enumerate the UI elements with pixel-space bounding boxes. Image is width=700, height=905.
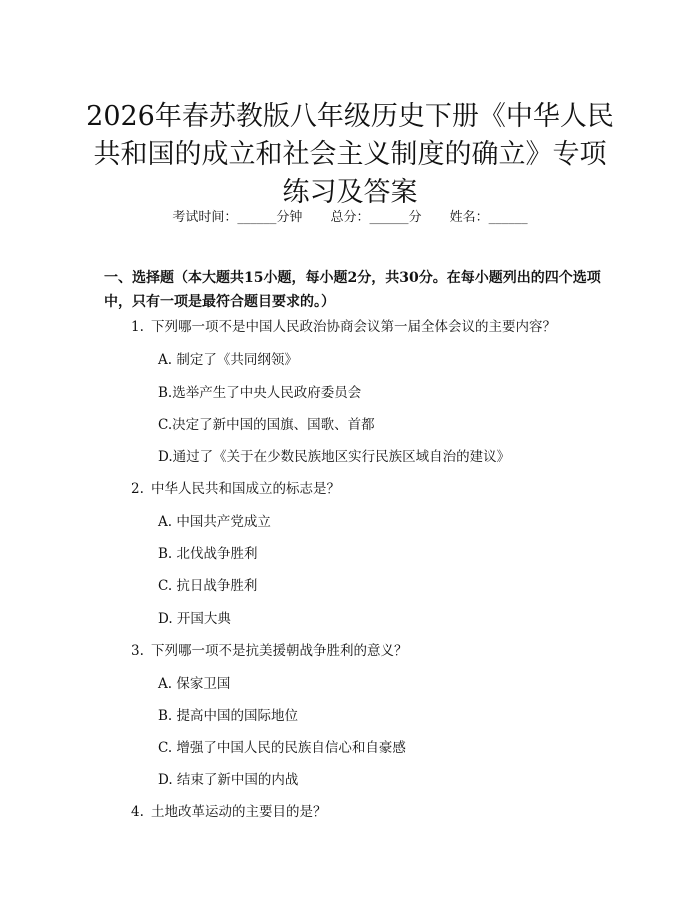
- question-4: [131, 803, 327, 821]
- question-text: 下列哪一项不是抗美援朝战争胜利的意义？: [151, 643, 408, 659]
- title-line-2: 共和国的成立和社会主义制度的确立》专项: [93, 139, 607, 171]
- question-2-option-c: C. 抗日战争胜利: [158, 578, 258, 594]
- question-text: 中华人民共和国成立的标志是？: [151, 481, 340, 497]
- question-3-option-d: D. 结束了新中国的内战: [158, 772, 299, 788]
- question-3-option-c: C. 增强了中国人民的民族自信心和自豪感: [158, 740, 406, 756]
- question-1-option-d: D.通过了《关于在少数民族地区实行民族区域自治的建议》: [158, 449, 511, 465]
- document-title: [60, 98, 640, 212]
- question-2: [131, 480, 340, 498]
- question-3: [131, 642, 408, 660]
- question-1: [131, 318, 556, 336]
- title-line-1: 2026年春苏教版八年级历史下册《中华人民: [86, 101, 614, 133]
- question-3-option-b: B. 提高中国的国际地位: [158, 708, 299, 724]
- question-1-option-c: C.决定了新中国的国旗、国歌、首都: [158, 417, 375, 433]
- exam-time: 考试时间：______分钟: [172, 210, 303, 225]
- question-2-option-b: B. 北伐战争胜利: [158, 546, 258, 562]
- question-2-option-d: D. 开国大典: [158, 611, 231, 627]
- question-number: 4.: [131, 804, 144, 820]
- title-line-3: 练习及答案: [282, 177, 418, 209]
- student-name: 姓名：______: [449, 210, 528, 225]
- exam-score: 总分：______分: [330, 210, 422, 225]
- question-text: 土地改革运动的主要目的是？: [151, 804, 327, 820]
- question-number: 2.: [131, 481, 144, 497]
- question-1-option-a: A. 制定了《共同纲领》: [158, 352, 298, 368]
- question-1-option-b: B.选举产生了中央人民政府委员会: [158, 385, 362, 401]
- question-number: 3.: [131, 643, 144, 659]
- exam-meta: [0, 206, 700, 225]
- question-3-option-a: A. 保家卫国: [158, 676, 231, 692]
- question-2-option-a: A. 中国共产党成立: [158, 514, 271, 530]
- question-text: 下列哪一项不是中国人民政治协商会议第一届全体会议的主要内容？: [151, 319, 556, 335]
- question-number: 1.: [131, 319, 144, 335]
- section-heading: 一、选择题（本大题共15小题，每小题2分，共30分。在每小题列出的四个选项中，只有一项是最符合题目要求的。）: [104, 270, 601, 310]
